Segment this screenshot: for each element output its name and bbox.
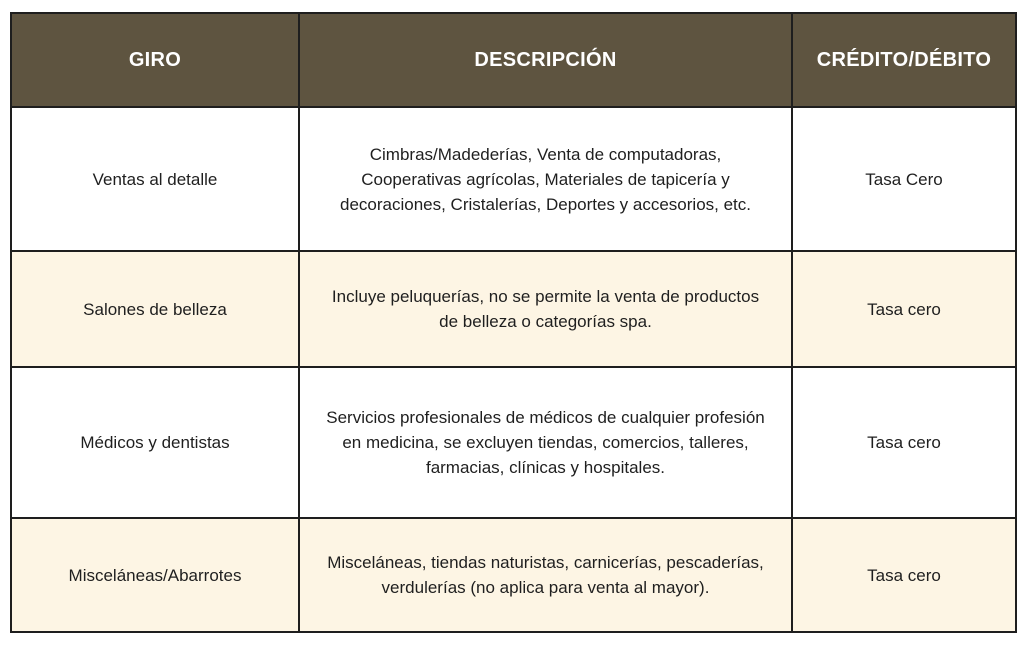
table-row [11, 107, 1016, 251]
header-credito-debito: CRÉDITO/DÉBITO [792, 13, 1016, 107]
description-line: Cimbras/Madederías, Venta de computadoras, [369, 144, 722, 164]
cell-descripcion [299, 367, 792, 518]
rates-table [10, 12, 1017, 633]
cell-tasa: Tasa cero [792, 367, 1016, 518]
description-line: Misceláneas, tiendas naturistas, carnicerías, pescaderías, [327, 553, 764, 572]
description-line: Incluye peluquerías, no se permite la venta de productos [331, 287, 760, 306]
description-line: farmacias, clínicas y hospitales. [425, 458, 666, 477]
header-descripcion: DESCRIPCIÓN [299, 13, 792, 107]
description-line: de belleza o categorías spa. [439, 312, 652, 331]
description-line: Servicios profesionales de médicos de cualquier profesión [326, 408, 765, 427]
description-line: verdulerías (no aplica para venta al mayor). [381, 578, 710, 597]
description-line: Cooperativas agrícolas, Materiales de tapicería y [361, 169, 730, 189]
header-giro: GIRO [11, 13, 299, 107]
table-row [11, 518, 1016, 632]
cell-giro: Salones de belleza [11, 251, 299, 367]
table-row [11, 367, 1016, 518]
cell-descripcion [299, 518, 792, 632]
cell-giro: Médicos y dentistas [11, 367, 299, 518]
cell-tasa: Tasa cero [792, 251, 1016, 367]
description-line: en medicina, se excluyen tiendas, comercios, talleres, [342, 433, 749, 452]
table-row [11, 251, 1016, 367]
table-header-row [11, 13, 1016, 107]
cell-tasa: Tasa cero [792, 518, 1016, 632]
description-line: decoraciones, Cristalerías, Deportes y accesorios, etc. [339, 194, 751, 214]
cell-tasa: Tasa Cero [792, 107, 1016, 251]
cell-descripcion [299, 107, 792, 251]
cell-giro: Misceláneas/Abarrotes [11, 518, 299, 632]
cell-descripcion [299, 251, 792, 367]
cell-giro: Ventas al detalle [11, 107, 299, 251]
